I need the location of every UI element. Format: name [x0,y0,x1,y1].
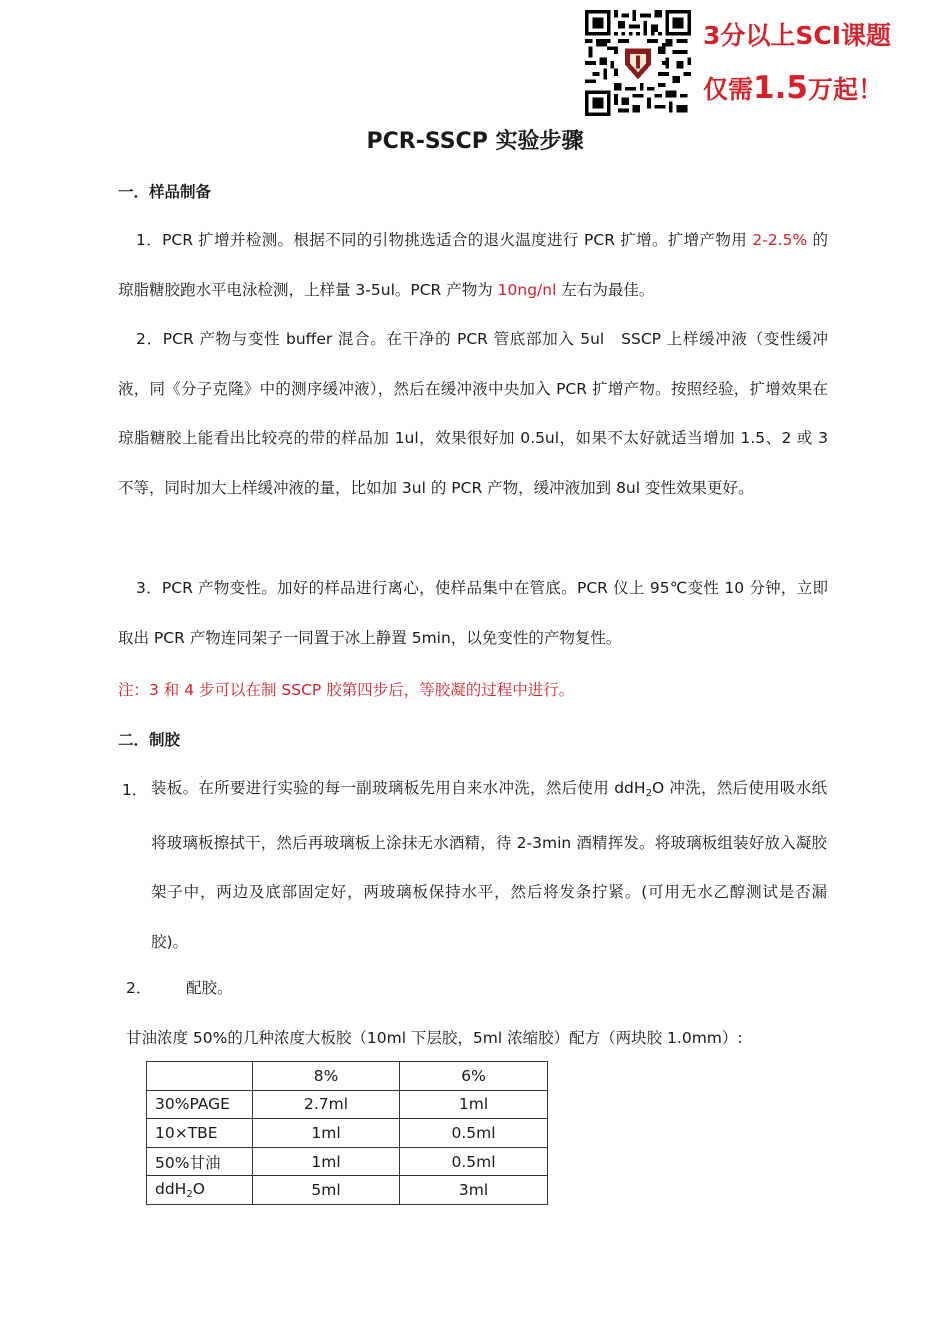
gel-recipe-table [146,1061,548,1205]
ddh2o-label-a: ddH [155,1180,187,1199]
table-cell: 0.5ml [400,1119,548,1148]
qr-code-icon [585,10,691,116]
step-1-paragraph [118,216,828,315]
ddh2o-label-b: O [192,1180,205,1199]
item-1-number: 1． [122,781,148,799]
section-1-heading: 一．样品制备 [118,183,212,201]
step-2-paragraph [118,315,828,514]
item-1-text-b: O 冲洗，然后使用吸水纸将玻璃板擦拭干，然后再玻璃板上涂抹无水酒精，待 2-3min 酒精挥发。将玻璃板组装好放入凝胶架子中，两边及底部固定好，两玻璃板保持水平，然后将发条拧紧。(可用无水乙醇测试是否漏胶)。 [151,779,827,952]
table-cell [147,1176,253,1205]
table-row [147,1090,548,1119]
table-cell: 1ml [253,1119,400,1148]
ddh2o-subscript: 2 [186,1189,193,1201]
table-caption: 甘油浓度 50%的几种浓度大板胶（10ml 下层胶，5ml 浓缩胶）配方（两块胶 1.0mm）: [126,1029,743,1047]
table-cell: 5ml [253,1176,400,1205]
table-cell: 1ml [400,1090,548,1119]
section-2-heading: 二．制胶 [118,731,181,749]
item-1-paragraph [151,764,827,968]
ad-line-2-post: 万起！ [807,75,883,104]
note-text: 注：3 和 4 步可以在制 SSCP 胶第四步后，等胶凝的过程中进行。 [118,681,575,699]
table-row [147,1147,548,1176]
step-1-text-c: 左右为最佳。 [556,280,655,299]
step-1-red-concentration: 2-2.5% [752,231,808,249]
table-row [147,1119,548,1148]
table-cell: 50%甘油 [147,1147,253,1176]
ad-line-2-pre: 仅需 [703,75,754,104]
step-1-text-b: 的琼脂糖胶跑水平电泳检测，上样量 3-5ul。PCR 产物为 [118,231,828,299]
ad-line-2-number: 1.5 [753,70,808,106]
ad-line-1: 3分以上SCI课题 [703,21,892,50]
step-3-paragraph [118,564,828,663]
table-header-cell [147,1062,253,1091]
step-3-text: 3．PCR 产物变性。加好的样品进行离心，使样品集中在管底。PCR 仪上 95℃变性 10 分钟，立即取出 PCR 产物连同架子一同置于冰上静置 5min，以免变性的产物复性。 [118,579,828,647]
step-1-text-a: 1．PCR 扩增并检测。根据不同的引物挑选适合的退火温度进行 PCR 扩增。扩增产物用 [136,231,753,249]
table-cell: 30%PAGE [147,1090,253,1119]
item-1-text-a: 装板。在所要进行实验的每一副玻璃板先用自来水冲洗，然后使用 ddH [151,779,646,797]
table-cell: 10×TBE [147,1119,253,1148]
table-header-cell: 6% [400,1062,548,1091]
ad-line-2 [703,70,883,106]
table-cell: 0.5ml [400,1147,548,1176]
item-2-number: 2． [126,979,152,997]
item-2-text: 配胶。 [186,979,233,997]
table-row [147,1176,548,1205]
table-header-cell: 8% [253,1062,400,1091]
table-cell: 2.7ml [253,1090,400,1119]
item-1-subscript: 2 [645,788,652,799]
table-header-row [147,1062,548,1091]
table-cell: 3ml [400,1176,548,1205]
step-2-text: 2．PCR 产物与变性 buffer 混合。在干净的 PCR 管底部加入 5ul SSCP 上样缓冲液（变性缓冲液，同《分子克隆》中的测序缓冲液），然后在缓冲液中央加入 PCR 扩增产物。按照经验，扩增效果在琼脂糖胶上能看出比较亮的带的样品加 1ul，效果很好加 0.5ul，如果不太好就适当增加 1.5、2 或 3 不等，同时加大上样缓冲液的量，比如加 3ul 的 PCR 产物，缓冲液加到 8ul 变性效果更好。 [118,330,828,498]
step-1-red-amount: 10ng/nl [497,280,557,299]
table-cell: 1ml [253,1147,400,1176]
page-title: PCR-SSCP 实验步骤 [366,129,584,154]
